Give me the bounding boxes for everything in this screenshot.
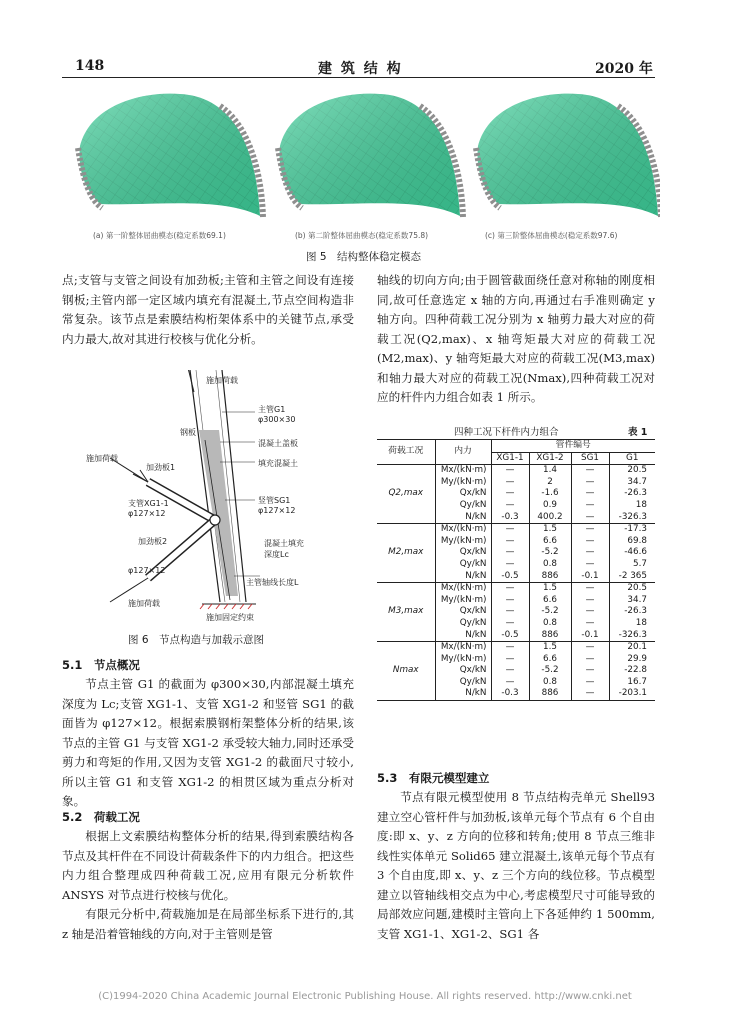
fig6-label-branch1: 支管XG1-1 bbox=[128, 499, 169, 508]
value-cell: -22.8 bbox=[609, 665, 655, 677]
value-cell: -0.1 bbox=[571, 630, 609, 642]
value-cell: -2 365 bbox=[609, 571, 655, 583]
value-cell: -46.6 bbox=[609, 547, 655, 559]
force-cell: N/kN bbox=[435, 688, 491, 700]
value-cell: — bbox=[491, 524, 529, 536]
value-cell: — bbox=[571, 465, 609, 477]
value-cell: — bbox=[571, 583, 609, 595]
value-cell: -26.3 bbox=[609, 488, 655, 500]
value-cell: 886 bbox=[529, 571, 571, 583]
value-cell: 5.7 bbox=[609, 559, 655, 571]
value-cell: 18 bbox=[609, 618, 655, 630]
value-cell: — bbox=[491, 477, 529, 489]
value-cell: — bbox=[571, 536, 609, 548]
value-cell: 6.6 bbox=[529, 595, 571, 607]
value-cell: 400.2 bbox=[529, 512, 571, 524]
value-cell: — bbox=[491, 583, 529, 595]
table-1-label: 表 1 bbox=[628, 427, 648, 438]
figure-6-caption: 图 6 节点构造与加载示意图 bbox=[128, 634, 265, 646]
value-cell: -0.5 bbox=[491, 571, 529, 583]
value-cell: — bbox=[491, 559, 529, 571]
value-cell: — bbox=[491, 654, 529, 666]
value-cell: -0.3 bbox=[491, 688, 529, 700]
section-5-2-body: 根据上文索膜结构整体分析的结果,得到索膜结构各节点及其杆件在不同设计荷载条件下的内力组合。把这些内力组合整理成四种荷载工况,应用有限元分析软件 ANSYS 对节点进行校核与优化。 有限元分析中,荷载施加是在局部坐标系下进行的,其 z 轴是沿着管轴线的方向,对于主管则是管 bbox=[62, 829, 354, 941]
value-cell: 0.8 bbox=[529, 618, 571, 630]
force-cell: Qx/kN bbox=[435, 488, 491, 500]
force-cell: Mx/(kN·m) bbox=[435, 583, 491, 595]
journal-title: 建 筑 结 构 bbox=[318, 61, 403, 77]
value-cell: — bbox=[571, 500, 609, 512]
force-cell: My/(kN·m) bbox=[435, 595, 491, 607]
force-cell: Qy/kN bbox=[435, 500, 491, 512]
value-cell: — bbox=[571, 688, 609, 700]
value-cell: — bbox=[491, 595, 529, 607]
value-cell: — bbox=[571, 595, 609, 607]
force-cell: Qy/kN bbox=[435, 677, 491, 689]
fig6-label-fixed: 施加固定约束 bbox=[206, 613, 254, 622]
table-row bbox=[377, 524, 655, 536]
value-cell: 29.9 bbox=[609, 654, 655, 666]
fig6-label-bottom-load: 施加荷载 bbox=[128, 599, 160, 608]
year: 2020 年 bbox=[595, 61, 653, 77]
value-cell: -26.3 bbox=[609, 606, 655, 618]
header-rule bbox=[62, 77, 655, 78]
figure-6 bbox=[70, 370, 350, 620]
value-cell: — bbox=[571, 665, 609, 677]
value-cell: -0.5 bbox=[491, 630, 529, 642]
value-cell: — bbox=[571, 618, 609, 630]
header-force: 内力 bbox=[435, 440, 491, 465]
value-cell: — bbox=[571, 547, 609, 559]
value-cell: 0.8 bbox=[529, 677, 571, 689]
force-cell: N/kN bbox=[435, 512, 491, 524]
footer-copyright: (C)1994-2020 China Academic Journal Electronic Publishing House. All rights reserved. http://www.cnki.net bbox=[98, 991, 632, 1002]
force-cell: Mx/(kN·m) bbox=[435, 465, 491, 477]
value-cell: 886 bbox=[529, 630, 571, 642]
value-cell: 69.8 bbox=[609, 536, 655, 548]
value-cell: 1.5 bbox=[529, 524, 571, 536]
table-1 bbox=[377, 439, 655, 701]
fig6-label-main-pipe: 主管G1 bbox=[258, 405, 286, 414]
force-cell: Qx/kN bbox=[435, 665, 491, 677]
fig6-label-concrete-fill: 填充混凝土 bbox=[258, 459, 298, 468]
value-cell: 2 bbox=[529, 477, 571, 489]
case-cell: Nmax bbox=[377, 642, 435, 701]
page-number: 148 bbox=[75, 58, 105, 74]
value-cell: — bbox=[491, 536, 529, 548]
fig6-label-concrete-top: 混凝土盖板 bbox=[258, 439, 298, 448]
fig6-label-size-127: φ127×12 bbox=[128, 566, 166, 575]
value-cell: -5.2 bbox=[529, 606, 571, 618]
fig6-label-left-load: 施加荷载 bbox=[86, 454, 118, 463]
force-cell: My/(kN·m) bbox=[435, 654, 491, 666]
value-cell: — bbox=[571, 512, 609, 524]
value-cell: 34.7 bbox=[609, 595, 655, 607]
fig6-label-stiffener2: 加劲板2 bbox=[138, 537, 168, 546]
value-cell: — bbox=[491, 618, 529, 630]
case-cell: M3,max bbox=[377, 583, 435, 642]
value-cell: — bbox=[571, 524, 609, 536]
figure-5-caption: 图 5 结构整体稳定模态 bbox=[306, 251, 422, 263]
fig6-label-top-load: 施加荷载 bbox=[206, 376, 238, 385]
value-cell: — bbox=[571, 477, 609, 489]
case-cell: Q2,max bbox=[377, 465, 435, 524]
section-5-1-heading: 5.1 节点概况 bbox=[62, 658, 140, 672]
force-cell: N/kN bbox=[435, 630, 491, 642]
right-paragraph-1: 轴线的切向方向;由于圆管截面绕任意对称轴的刚度相同,故可任意选定 x 轴的方向,再通过右手准则确定 y 轴方向。四种荷载工况分别为 x 轴剪力最大对应的荷载工况(Q2,max)、x 轴弯矩最大对应的荷载工况(M2,max)、y 轴弯矩最大对应的荷载工况(M3,max)和轴力最大对应的荷载工况(Nmax),四种荷载工况对应的杆件内力组合如表 1 所示。 bbox=[377, 273, 655, 404]
value-cell: — bbox=[491, 677, 529, 689]
force-cell: Qy/kN bbox=[435, 559, 491, 571]
fig6-label-stiffener1: 加劲板1 bbox=[146, 463, 176, 472]
section-5-3-body: 节点有限元模型使用 8 节点结构壳单元 Shell93 建立空心管杆件与加劲板,该单元每个节点有 6 个自由度:即 x、y、z 方向的位移和转角;使用 8 节点三维非线性实体单元 Solid65 建立混凝土,该单元每个节点有 3 个自由度,即 x、y、z 三个方向的线位移。节点模型建立以管轴线相交点为中心,考虑模型尺寸可能导致的局部效应问题,建模时主管向上下各延伸约 1 500mm,支管 XG1-1、XG1-2、SG1 各 bbox=[377, 790, 655, 941]
force-cell: Mx/(kN·m) bbox=[435, 524, 491, 536]
force-cell: My/(kN·m) bbox=[435, 536, 491, 548]
figure-5b-caption: (b) 第二阶整体屈曲模态(稳定系数75.8) bbox=[295, 231, 429, 240]
figure-5-image bbox=[70, 86, 660, 236]
value-cell: -1.6 bbox=[529, 488, 571, 500]
table-1-title: 四种工况下杆件内力组合 bbox=[454, 427, 559, 438]
value-cell: 6.6 bbox=[529, 654, 571, 666]
table-row bbox=[377, 642, 655, 654]
force-cell: Qx/kN bbox=[435, 606, 491, 618]
value-cell: 16.7 bbox=[609, 677, 655, 689]
col-header: G1 bbox=[609, 452, 655, 465]
force-cell: N/kN bbox=[435, 571, 491, 583]
header-case: 荷载工况 bbox=[377, 440, 435, 465]
value-cell: 20.5 bbox=[609, 465, 655, 477]
force-cell: Qy/kN bbox=[435, 618, 491, 630]
header-group: 管件编号 bbox=[491, 440, 655, 453]
figure-5 bbox=[70, 86, 660, 236]
value-cell: — bbox=[571, 654, 609, 666]
value-cell: — bbox=[491, 488, 529, 500]
value-cell: — bbox=[571, 642, 609, 654]
fig6-label-branch1-size: φ127×12 bbox=[128, 509, 166, 518]
value-cell: 20.1 bbox=[609, 642, 655, 654]
table-header-row-1 bbox=[377, 440, 655, 453]
value-cell: — bbox=[571, 677, 609, 689]
force-cell: Mx/(kN·m) bbox=[435, 642, 491, 654]
value-cell: 1.4 bbox=[529, 465, 571, 477]
value-cell: 0.9 bbox=[529, 500, 571, 512]
value-cell: — bbox=[491, 547, 529, 559]
value-cell: 1.5 bbox=[529, 642, 571, 654]
value-cell: — bbox=[491, 642, 529, 654]
fig6-label-vertical-pipe: 竖管SG1 bbox=[258, 496, 291, 505]
buckling-mode-1 bbox=[78, 94, 263, 218]
buckling-mode-2 bbox=[278, 94, 463, 218]
figure-5a-caption: (a) 第一阶整体屈曲模态(稳定系数69.1) bbox=[93, 231, 226, 240]
value-cell: 6.6 bbox=[529, 536, 571, 548]
value-cell: -0.3 bbox=[491, 512, 529, 524]
fig6-label-steel-plate: 钢板 bbox=[180, 428, 196, 437]
value-cell: — bbox=[491, 665, 529, 677]
value-cell: 886 bbox=[529, 688, 571, 700]
value-cell: 0.8 bbox=[529, 559, 571, 571]
value-cell: -326.3 bbox=[609, 630, 655, 642]
fig6-label-vertical-size: φ127×12 bbox=[258, 506, 296, 515]
value-cell: 18 bbox=[609, 500, 655, 512]
col-header: XG1-1 bbox=[491, 452, 529, 465]
col-header: SG1 bbox=[571, 452, 609, 465]
table-1-grid bbox=[377, 439, 655, 701]
value-cell: — bbox=[491, 500, 529, 512]
left-paragraph-1: 点;支管与支管之间设有加劲板;主管和主管之间设有连接钢板;主管内部一定区域内填充有混凝土,节点空间构造非常复杂。该节点是索膜结构桁架体系中的关键节点,承受内力最大,故对其进行校核与优化分析。 bbox=[62, 273, 354, 346]
value-cell: -5.2 bbox=[529, 665, 571, 677]
value-cell: 34.7 bbox=[609, 477, 655, 489]
value-cell: 20.5 bbox=[609, 583, 655, 595]
fig6-label-main-length: 主管轴线长度L bbox=[246, 578, 299, 587]
value-cell: — bbox=[571, 606, 609, 618]
buckling-mode-3 bbox=[476, 94, 660, 218]
section-5-3-heading: 5.3 有限元模型建立 bbox=[377, 771, 490, 785]
value-cell: — bbox=[571, 488, 609, 500]
table-row bbox=[377, 583, 655, 595]
value-cell: -326.3 bbox=[609, 512, 655, 524]
node-diagram bbox=[70, 370, 350, 620]
table-row bbox=[377, 465, 655, 477]
force-cell: Qx/kN bbox=[435, 547, 491, 559]
value-cell: -17.3 bbox=[609, 524, 655, 536]
section-5-2-heading: 5.2 荷载工况 bbox=[62, 810, 140, 824]
value-cell: 1.5 bbox=[529, 583, 571, 595]
value-cell: — bbox=[491, 606, 529, 618]
value-cell: -0.1 bbox=[571, 571, 609, 583]
value-cell: -5.2 bbox=[529, 547, 571, 559]
case-cell: M2,max bbox=[377, 524, 435, 583]
force-cell: My/(kN·m) bbox=[435, 477, 491, 489]
fig6-label-fill-depth: 混凝土填充深度Lc bbox=[264, 539, 304, 559]
value-cell: -203.1 bbox=[609, 688, 655, 700]
fig6-label-main-size: φ300×30 bbox=[258, 415, 296, 424]
section-5-1-body: 节点主管 G1 的截面为 φ300×30,内部混凝土填充深度为 Lc;支管 XG1-1、支管 XG1-2 和竖管 SG1 的截面皆为 φ127×12。根据索膜钢桁架整体分析的结果,该节点的主管 G1 与支管 XG1-2 承受较大轴力,同时还承受剪力和弯矩的作用,又因为支管 XG1-2 的截面尺寸较小,所以主管 G1 和支管 XG1-2 的相贯区域为重点分析对象。 bbox=[62, 677, 354, 808]
value-cell: — bbox=[571, 559, 609, 571]
col-header: XG1-2 bbox=[529, 452, 571, 465]
value-cell: — bbox=[491, 465, 529, 477]
figure-5c-caption: (c) 第三阶整体屈曲模态(稳定系数97.6) bbox=[485, 231, 618, 240]
